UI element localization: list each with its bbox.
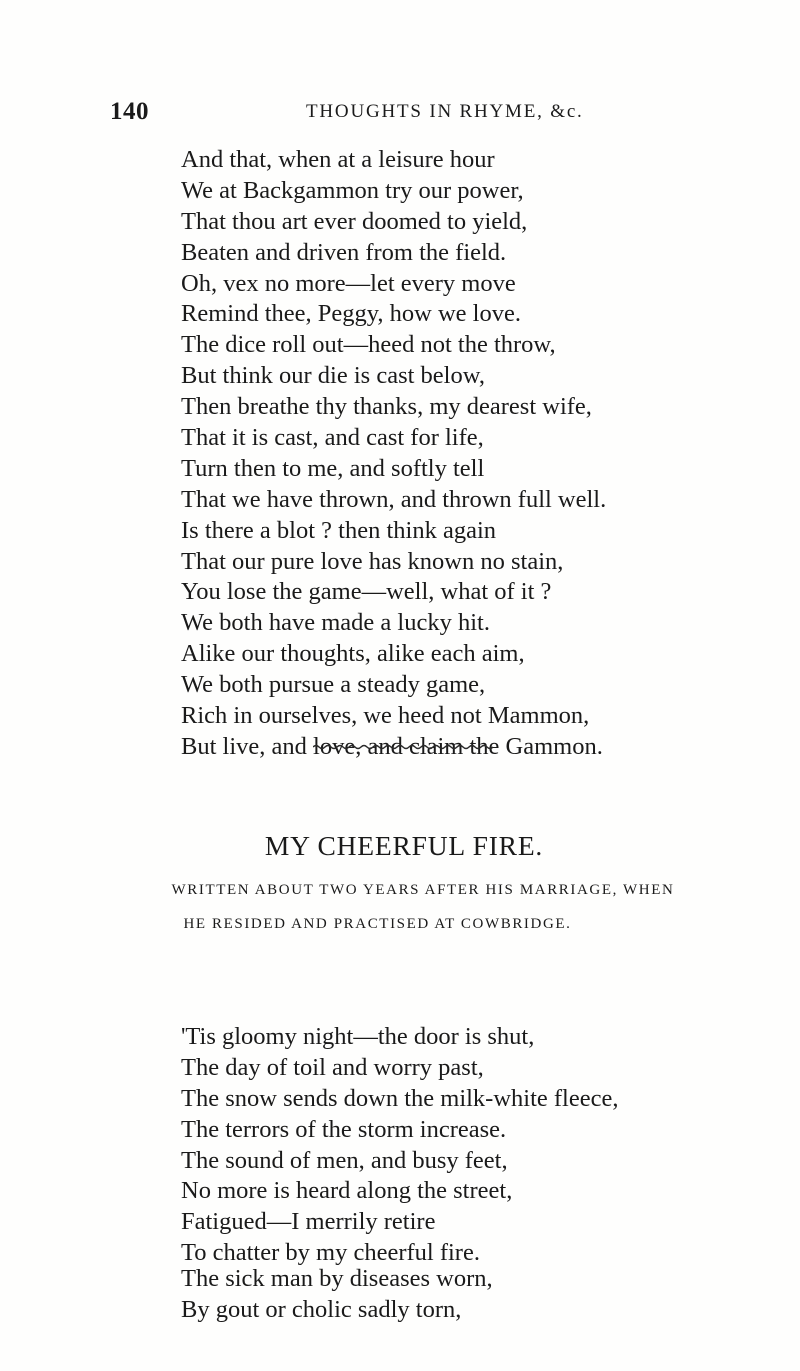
poem-line: The sound of men, and busy feet, (181, 1146, 508, 1174)
poem-line: The dice roll out—heed not the throw, (181, 331, 556, 359)
poem-line: The terrors of the storm increase. (181, 1115, 507, 1143)
poem-line: Then breathe thy thanks, my dearest wife, (181, 393, 592, 421)
poem-line: 'Tis gloomy night—the door is shut, (181, 1023, 535, 1050)
poem-line: The sick man by diseases worn, (181, 1265, 493, 1292)
poem-subtitle-line: WRITTEN ABOUT TWO YEARS AFTER HIS MARRIAGE, WHEN (171, 882, 675, 898)
poem-line: To chatter by my cheerful fire. (181, 1239, 480, 1267)
poem-line: We both pursue a steady game, (181, 671, 486, 699)
page-header (110, 98, 692, 128)
poem-line: The day of toil and worry past, (181, 1053, 484, 1081)
poem-line: That our pure love has known no stain, (181, 547, 564, 575)
poem-line: That it is cast, and cast for life, (181, 424, 484, 452)
poem-line: We both have made a lucky hit. (181, 609, 490, 637)
poem-line: That we have thrown, and thrown full well. (181, 485, 607, 513)
poem-title: MY CHEERFUL FIRE. (264, 830, 544, 861)
poem-line: Beaten and driven from the field. (181, 238, 507, 266)
poem-line: By gout or cholic sadly torn, (181, 1295, 462, 1323)
poem-line: Is there a blot ? then think again (181, 516, 496, 544)
poem-line: Remind thee, Peggy, how we love. (181, 300, 521, 328)
page-number: 140 (110, 98, 149, 125)
poem-line: Alike our thoughts, alike each aim, (181, 640, 525, 668)
poem-line: Rich in ourselves, we heed not Mammon, (181, 702, 590, 730)
poem-line: No more is heard along the street, (181, 1177, 513, 1205)
poem-line: But think our die is cast below, (181, 362, 485, 390)
poem-subtitle-line: HE RESIDED AND PRACTISED AT COWBRIDGE. (183, 916, 572, 932)
poem-line: Fatigued—I merrily retire (181, 1208, 436, 1236)
running-title: THOUGHTS IN RHYME, &c. (306, 101, 584, 122)
poem-line: And that, when at a leisure hour (181, 146, 495, 173)
poem-line: That thou art ever doomed to yield, (181, 207, 528, 235)
poem-line: The snow sends down the milk-white fleece, (181, 1084, 619, 1112)
poem-line: But live, and love, and claim the Gammon. (181, 732, 603, 760)
poem-stanza-backgammon (181, 145, 606, 763)
poem-line: Oh, vex no more—let every move (181, 269, 516, 297)
section-divider-ornament (313, 743, 493, 751)
poem-stanza-gloomy-night (181, 1022, 618, 1269)
poem-stanza-sick-man (181, 1264, 493, 1326)
poem-line: You lose the game—well, what of it ? (181, 578, 552, 606)
poem-line: We at Backgammon try our power, (181, 176, 524, 204)
poem-line: Turn then to me, and softly tell (181, 454, 485, 482)
